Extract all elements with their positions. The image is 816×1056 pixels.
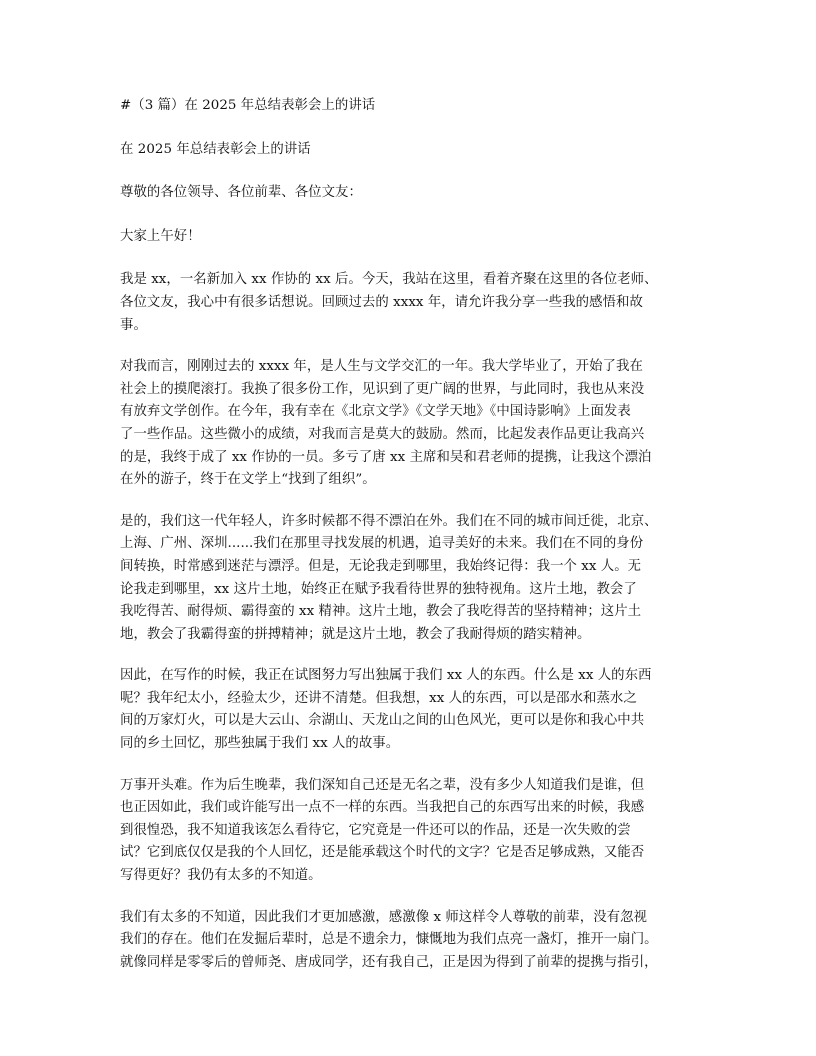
paragraph-line: 到很惶恐，我不知道我该怎么看待它，它究竟是一件还可以的作品，还是一次失败的尝 xyxy=(120,822,631,838)
salutation: 尊敬的各位领导、各位前辈、各位文友： xyxy=(120,185,362,201)
paragraph-line: 我吃得苦、耐得烦、霸得蛮的 xx 精神。这片土地，教会了我吃得苦的坚持精神；这片土 xyxy=(120,604,642,620)
paragraph-line: 试？它到底仅仅是我的个人回忆，还是能承载这个时代的文字？它是否足够成熟，又能否 xyxy=(120,845,645,861)
document-heading: #（3 篇）在 2025 年总结表彰会上的讲话 xyxy=(120,98,376,113)
paragraph-line: 社会上的摸爬滚打。我换了很多份工作，见识到了更广阔的世界，与此同时，我也从来没 xyxy=(120,381,645,397)
paragraph-line: 有放弃文学创作。在今年，我有幸在《北京文学》《文学天地》《中国诗影响》上面发表 xyxy=(120,404,631,420)
paragraph-line: 呢？我年纪太小，经验太少，还讲不清楚。但我想，xx 人的东西，可以是邵水和蒸水之 xyxy=(120,690,637,706)
paragraph xyxy=(120,511,700,647)
paragraph-line: 论我走到哪里，xx 这片土地，始终正在赋予我看待世界的独特视角。这片土地，教会了 xyxy=(120,581,637,597)
speech-body xyxy=(120,269,700,974)
paragraph xyxy=(120,907,700,975)
paragraph-line: 我是 xx，一名新加入 xx 作协的 xx 后。今天，我站在这里，看着齐聚在这里的各位老师、 xyxy=(120,272,658,288)
paragraph-line: 了一些作品。这些微小的成绩，对我而言是莫大的鼓励。然而，比起发表作品更让我高兴 xyxy=(120,426,645,442)
paragraph-line: 的是，我终于成了 xx 作协的一员。多亏了唐 xx 主席和吴和君老师的提携，让我这个漂泊 xyxy=(120,449,652,465)
paragraph xyxy=(120,775,700,888)
paragraph-line: 事。 xyxy=(120,317,147,333)
speech-title: 在 2025 年总结表彰会上的讲话 xyxy=(120,141,311,157)
paragraph-line: 在外的游子，终于在文学上“找到了组织”。 xyxy=(120,472,376,488)
paragraph-line: 对我而言，刚刚过去的 xxxx 年，是人生与文学交汇的一年。我大学毕业了，开始了我在 xyxy=(120,359,643,375)
paragraph-line: 写得更好？我仍有太多的不知道。 xyxy=(120,868,322,884)
paragraph-line: 同的乡土回忆，那些独属于我们 xx 人的故事。 xyxy=(120,736,400,752)
paragraph-line: 上海、广州、深圳......我们在那里寻找发展的机遇，追寻美好的未来。我们在不同的身份 xyxy=(120,536,644,552)
document-page xyxy=(120,95,700,993)
paragraph-line: 我们有太多的不知道，因此我们才更加感激，感激像 x 师这样令人尊敬的前辈，没有忽视 xyxy=(120,909,647,925)
paragraph xyxy=(120,356,700,492)
paragraph-line: 因此，在写作的时候，我正在试图努力写出独属于我们 xx 人的东西。什么是 xx 人的东西 xyxy=(120,668,652,684)
paragraph-line: 间转换，时常感到迷茫与漂浮。但是，无论我走到哪里，我始终记得：我一个 xx 人。无 xyxy=(120,558,642,574)
paragraph-line: 间的万家灯火，可以是大云山、佘湖山、天龙山之间的山色风光，更可以是你和我心中共 xyxy=(120,713,645,729)
paragraph-line: 万事开头难。作为后生晚辈，我们深知自己还是无名之辈，没有多少人知道我们是谁，但 xyxy=(120,777,645,793)
paragraph xyxy=(120,269,700,337)
paragraph-line: 就像同样是零零后的曾师尧、唐成同学，还有我自己，正是因为得到了前辈的提携与指引， xyxy=(120,954,658,970)
paragraph xyxy=(120,665,700,755)
paragraph-line: 地，教会了我霸得蛮的拼搏精神；就是这片土地，教会了我耐得烦的踏实精神。 xyxy=(120,626,591,642)
paragraph-line: 也正因如此，我们或许能写出一点不一样的东西。当我把自己的东西写出来的时候，我感 xyxy=(120,800,645,816)
paragraph-line: 我们的存在。他们在发掘后辈时，总是不遗余力，慷慨地为我们点亮一盏灯，推开一扇门。 xyxy=(120,932,658,948)
paragraph-line: 各位文友，我心中有很多话想说。回顾过去的 xxxx 年，请允许我分享一些我的感悟和故 xyxy=(120,294,643,310)
paragraph-line: 是的，我们这一代年轻人，许多时候都不得不漂泊在外。我们在不同的城市间迁徙，北京、 xyxy=(120,513,658,529)
greeting: 大家上午好！ xyxy=(120,228,201,244)
